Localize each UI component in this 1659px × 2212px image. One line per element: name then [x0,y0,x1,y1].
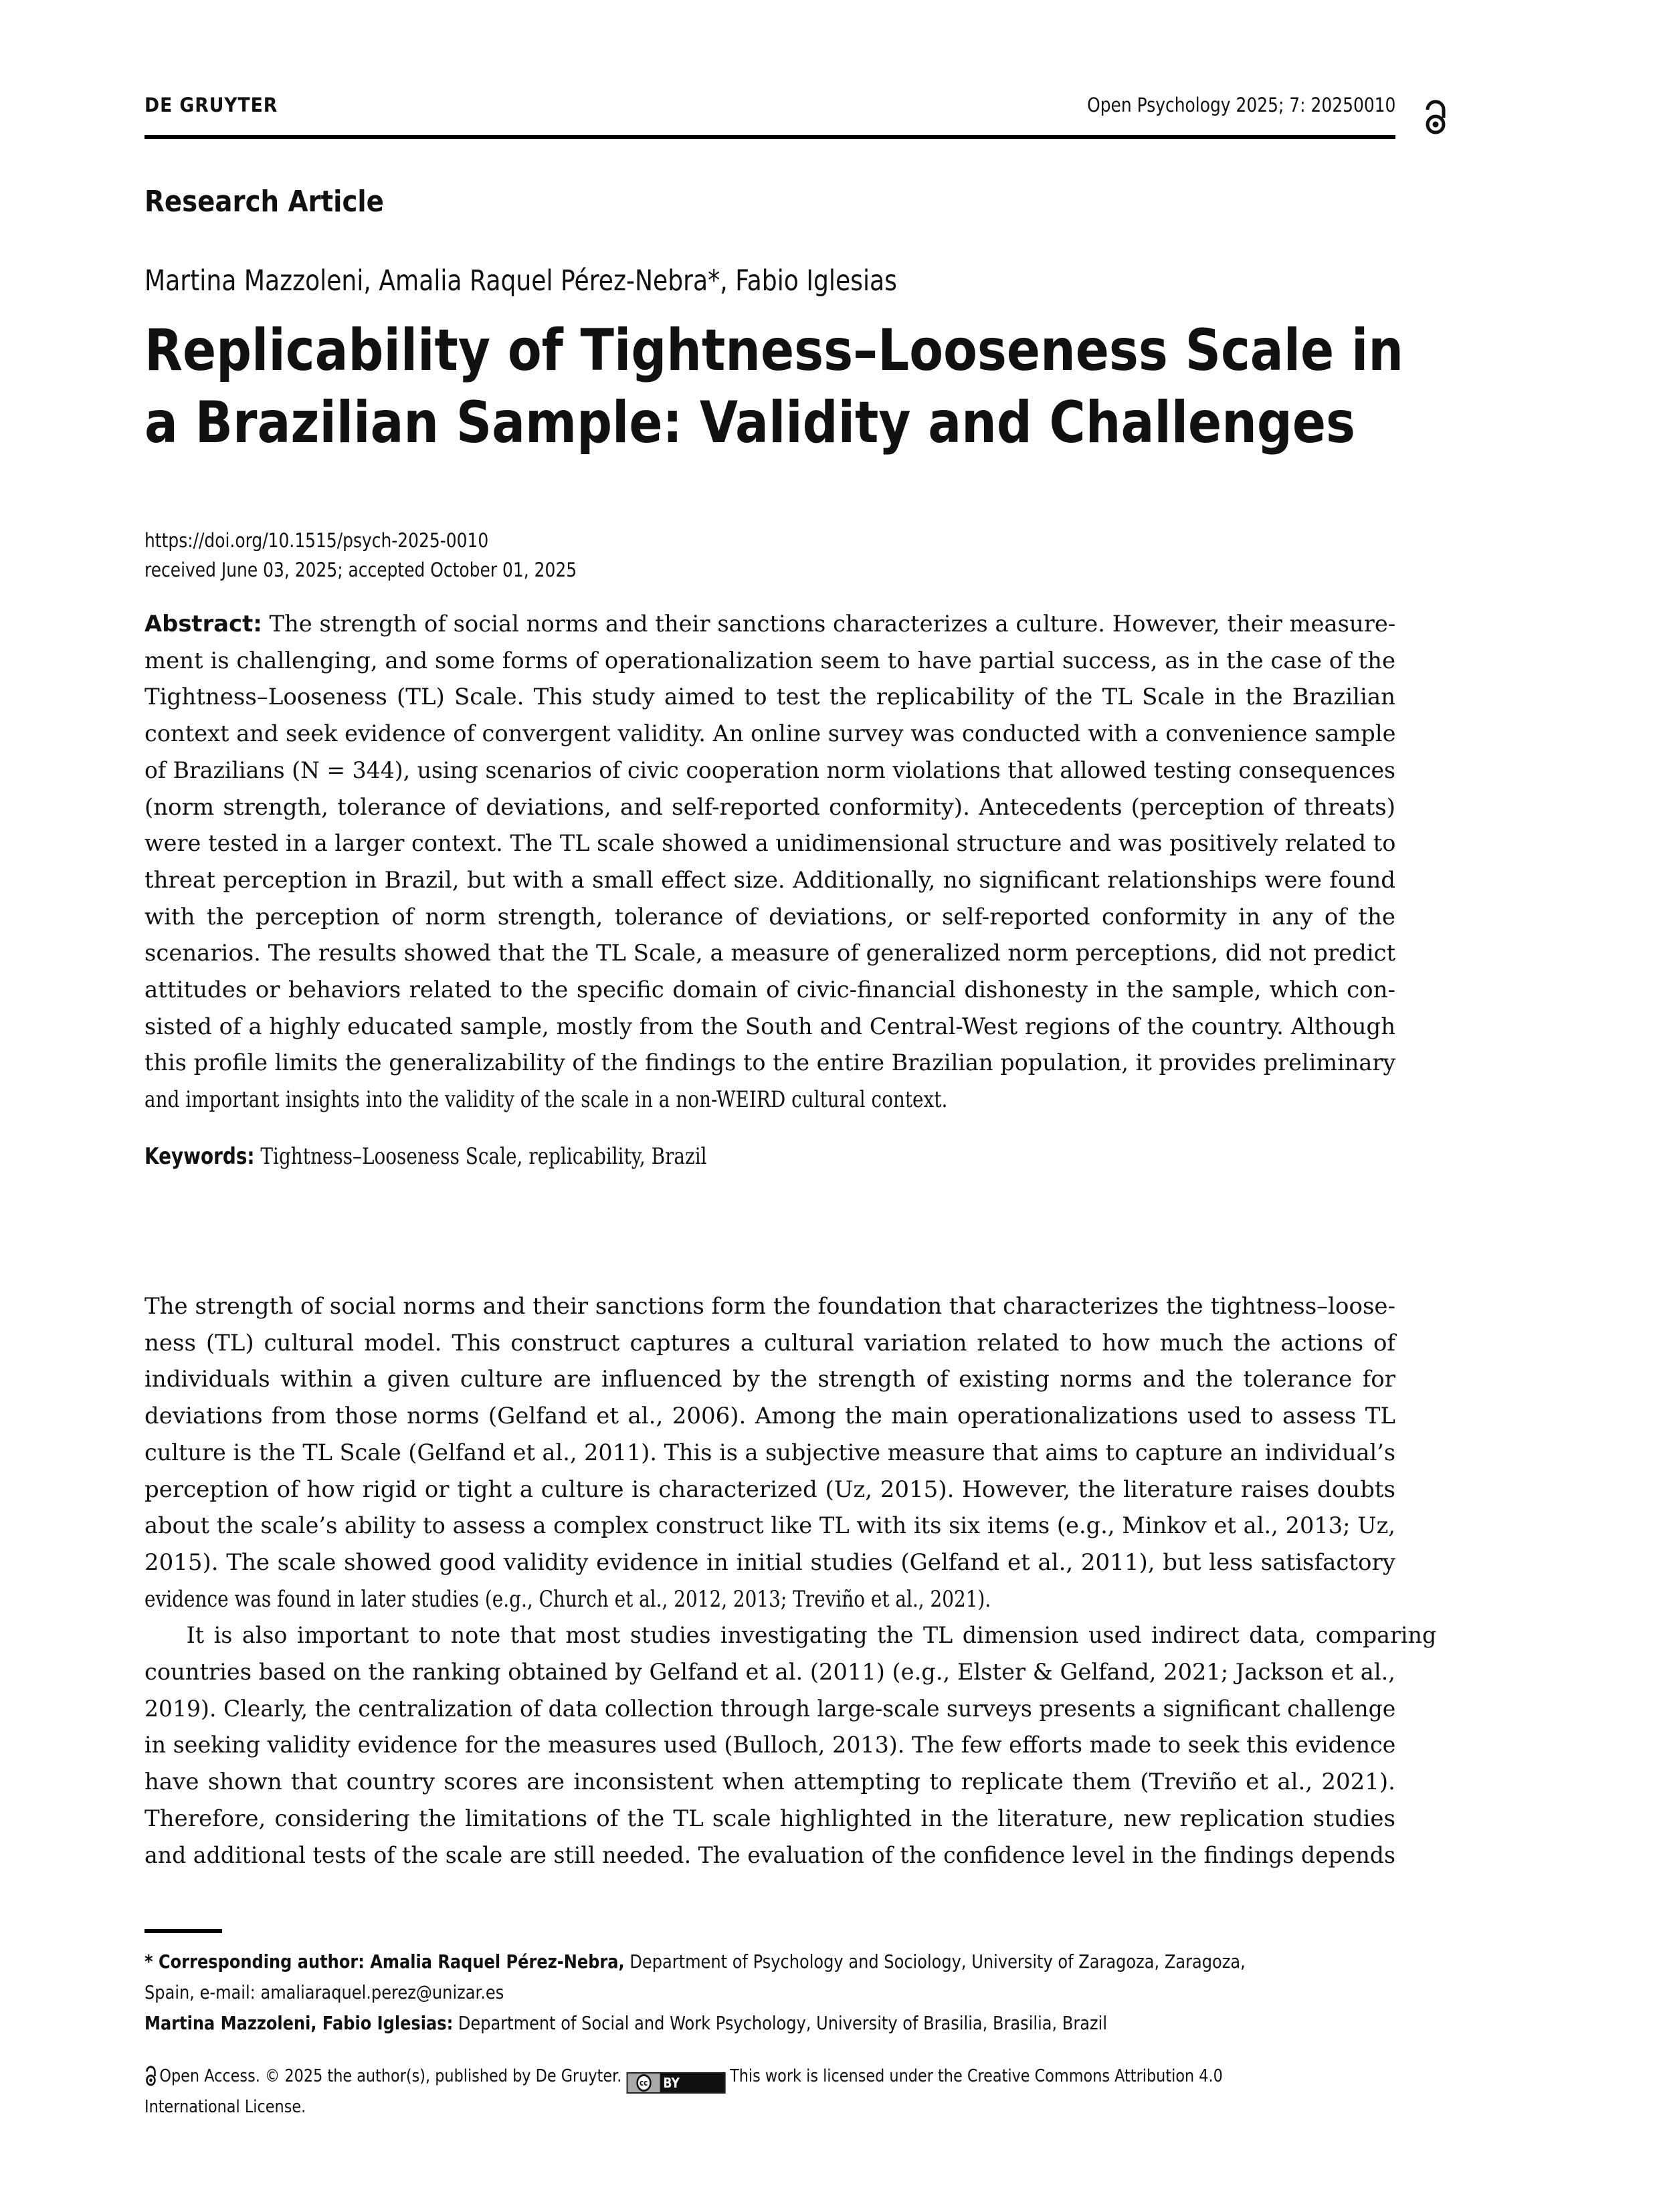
corresponding-author-note: * Corresponding author: Amalia Raquel Pérez-Nebra, Department of Psychology and Sociology, University of Zaragoza, Zaragoza, [144,1950,1246,1973]
abstract-line: Abstract: The strength of social norms and their sanctions characterizes a culture. However, their measure- [144,611,1396,637]
keywords [144,1138,1395,1175]
abstract-line: this profile limits the generalizability of the findings to the entire Brazilian population, it provides preliminary [144,1049,1396,1077]
body-line: individuals within a given culture are influenced by the strength of existing norms and the tolerance for [144,1366,1395,1393]
body-line: It is also important to note that most studies investigating the TL dimension used indirect data, comparing [186,1622,1437,1649]
abstract-line: of Brazilians (N = 344), using scenarios of civic cooperation norm violations that allowed testing consequences [144,757,1395,784]
body-line: The strength of social norms and their sanctions form the foundation that characterizes the tightness–loose- [144,1293,1395,1320]
corresponding-author-label: * Corresponding author: Amalia Raquel Pérez-Nebra, [144,1950,625,1973]
article-meta [144,526,577,585]
keywords-text: Tightness–Looseness Scale, replicability, Brazil [260,1143,707,1170]
page-header [144,92,1395,139]
corresponding-author-email: Spain, e-mail: amaliaraquel.perez@unizar.es [144,1981,504,2003]
creative-commons-icon: cc [636,2074,651,2092]
abstract-line: threat perception in Brazil, but with a small effect size. Additionally, no significant relationships were found [144,866,1395,894]
abstract-line: (norm strength, tolerance of deviations, and self-reported conformity). Antecedents (perception of threats) [144,793,1395,821]
footnotes [144,1946,1395,2039]
keywords-line [144,1138,1170,1175]
body-line: and additional tests of the scale are still needed. The evaluation of the confidence level in the findings depends [144,1841,1395,1869]
abstract-line: scenarios. The results showed that the TL Scale, a measure of generalized norm perceptions, did not predict [144,940,1396,967]
body-line: culture is the TL Scale (Gelfand et al., 2011). This is a subjective measure that aims to capture an individual’s [144,1439,1395,1466]
body-line: 2019). Clearly, the centralization of data collection through large-scale surveys presents a significant challenge [144,1695,1396,1722]
abstract-label: Abstract: [144,611,262,637]
open-access-lock-icon [1422,98,1449,135]
abstract-line: ment is challenging, and some forms of operationalization seem to have partial success, as in the case of the [144,647,1395,674]
license-line: International License. [144,2097,306,2117]
open-access-lock-icon [144,2064,157,2087]
license-text: This work is licensed under the Creative Commons Attribution 4.0 [730,2066,1223,2086]
publisher-name: DE GRUYTER [144,94,278,116]
abstract-line: with the perception of norm strength, tolerance of deviations, or self-reported conformity in any of the [144,903,1395,930]
footnote-divider [144,1929,222,1933]
cc-by-badge[interactable] [626,2072,725,2094]
body-line: have shown that country scores are inconsistent when attempting to replicate them (Treviño et al., 2021). [144,1769,1395,1796]
title-line: Replicability of Tightness–Looseness Scale in [144,317,1403,384]
license-line [144,2063,1238,2094]
article-type-label: Research Article [144,185,384,219]
abstract [144,606,1395,1118]
body-line: countries based on the ranking obtained by Gelfand et al. (2011) (e.g., Elster & Gelfand, 2021; Jackson et al., [144,1659,1395,1686]
publication-dates: received June 03, 2025; accepted October 01, 2025 [144,559,577,581]
abstract-line: context and seek evidence of convergent validity. An online survey was conducted with a convenience sample [144,720,1396,748]
author-list: Martina Mazzoleni, Amalia Raquel Pérez-Nebra*, Fabio Iglesias [144,264,897,298]
body-line: ness (TL) cultural model. This construct captures a cultural variation related to how much the actions of [144,1329,1395,1356]
abstract-line: Tightness–Looseness (TL) Scale. This study aimed to test the replicability of the TL Scale in the Brazilian [144,684,1395,711]
body-line: in seeking validity evidence for the measures used (Bulloch, 2013). The few efforts made to seek this evidence [144,1732,1396,1759]
abstract-line: attitudes or behaviors related to the specific domain of civic-financial dishonesty in the sample, which con- [144,977,1395,1004]
author-affiliation-note: Martina Mazzoleni, Fabio Iglesias: Department of Social and Work Psychology, University of Brasilia, Brasilia, Brazil [144,2012,1108,2034]
body-text [144,1288,1437,1874]
body-line: deviations from those norms (Gelfand et al., 2006). Among the main operationalizations used to assess TL [144,1403,1395,1430]
license-notice [144,2063,1416,2120]
body-line: 2015). The scale showed good validity evidence in initial studies (Gelfand et al., 2011), but less satisfactory [144,1548,1395,1576]
body-line: perception of how rigid or tight a culture is characterized (Uz, 2015). However, the literature raises doubts [144,1476,1395,1503]
body-line: evidence was found in later studies (e.g., Church et al., 2012, 2013; Treviño et al., 2021). [144,1585,991,1613]
abstract-line: sisted of a highly educated sample, mostly from the South and Central-West regions of the country. Although [144,1013,1395,1040]
keywords-label: Keywords: [144,1143,255,1170]
cc-by-label: BY [663,2075,680,2091]
abstract-line: were tested in a larger context. The TL scale showed a unidimensional structure and was positively related to [144,830,1396,858]
header-divider [144,135,1395,139]
open-access-text: Open Access. © 2025 the author(s), published by De Gruyter. [159,2066,622,2086]
affiliation-label: Martina Mazzoleni, Fabio Iglesias: [144,2012,454,2034]
abstract-line: and important insights into the validity of the scale in a non-WEIRD cultural context. [144,1086,948,1114]
journal-reference: Open Psychology 2025; 7: 20250010 [1086,94,1395,116]
title-line: a Brazilian Sample: Validity and Challenges [144,389,1356,456]
doi-link[interactable]: https://doi.org/10.1515/psych-2025-0010 [144,529,489,552]
article-title [144,314,1410,459]
body-line: Therefore, considering the limitations of the TL scale highlighted in the literature, new replication studies [144,1805,1395,1832]
body-line: about the scale’s ability to assess a complex construct like TL with its six items (e.g., Minkov et al., 2013; Uz, [144,1512,1395,1540]
